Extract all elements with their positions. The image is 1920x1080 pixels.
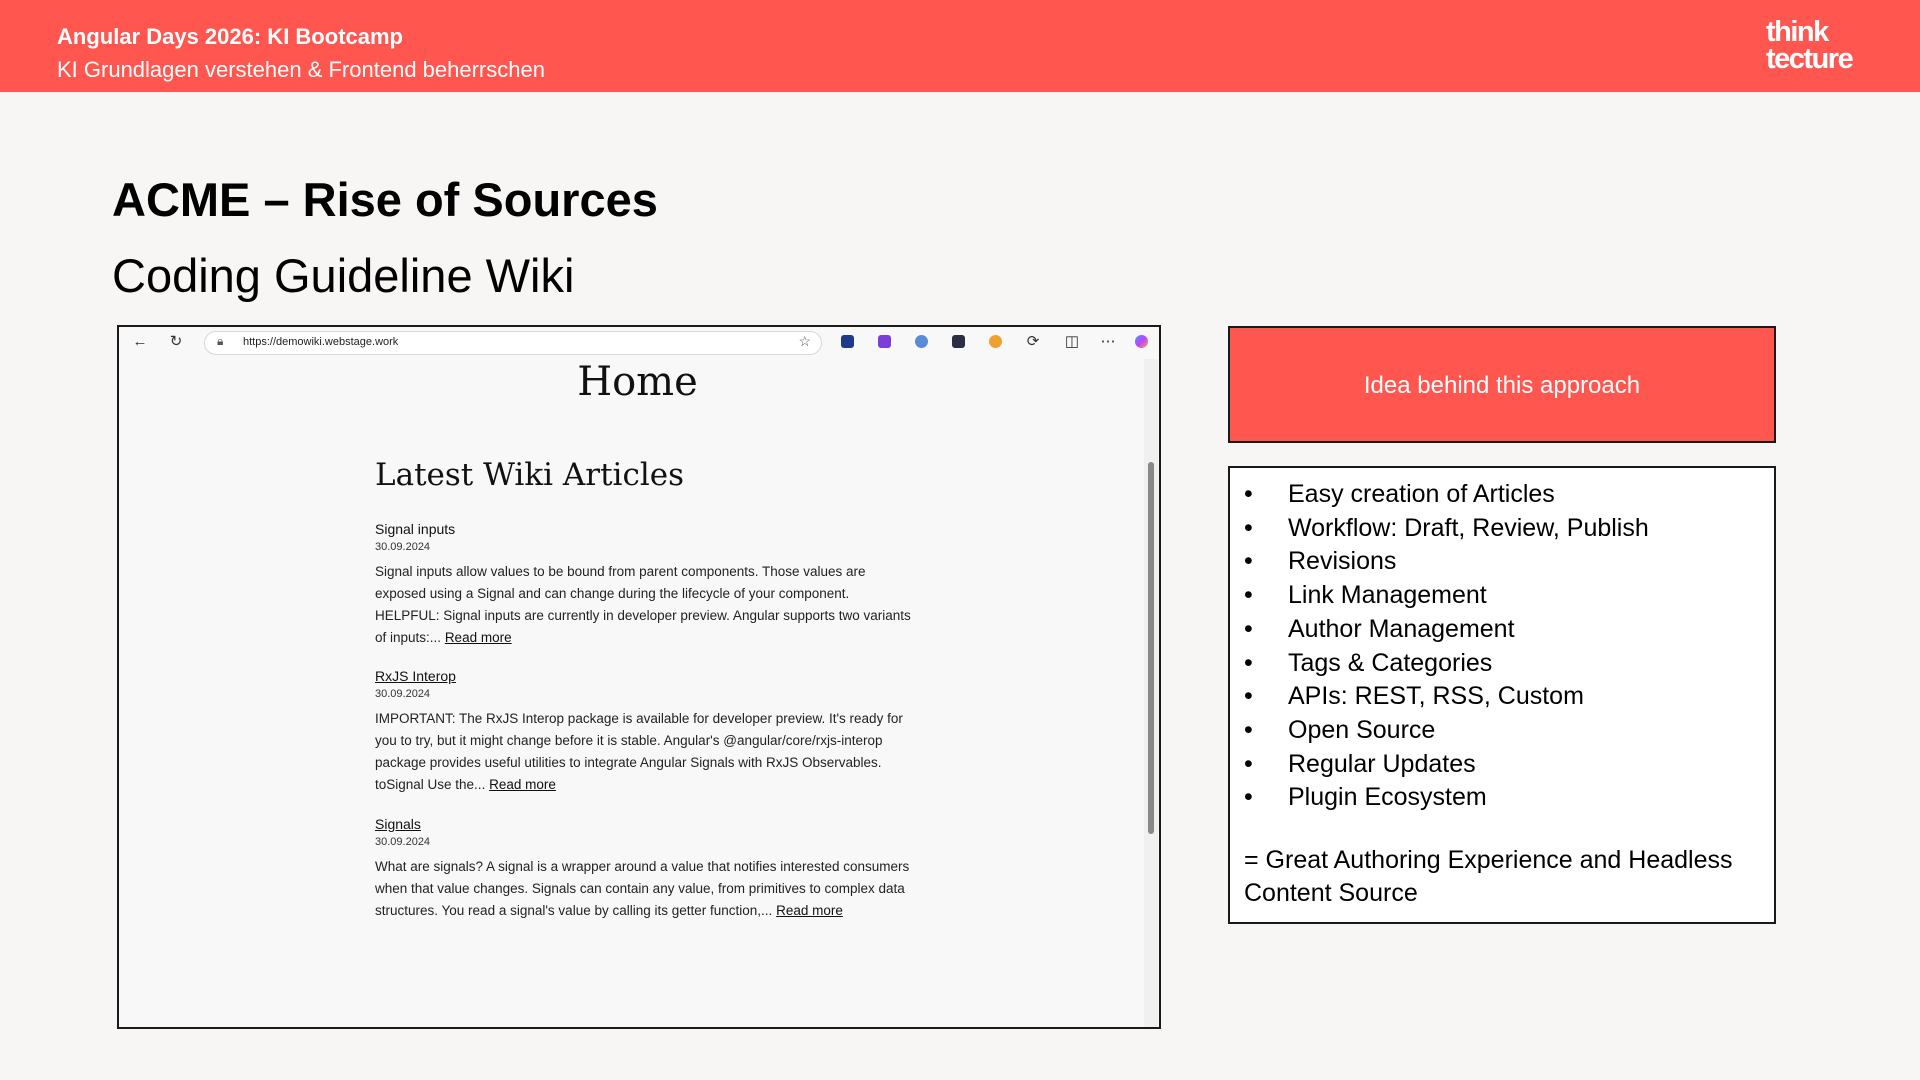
extension-icon[interactable] xyxy=(952,335,965,348)
page-content xyxy=(122,359,1153,1027)
event-subtitle: KI Grundlagen verstehen & Frontend beherrschen xyxy=(57,57,545,82)
article-date: 30.09.2024 xyxy=(375,836,431,848)
feature-item xyxy=(1244,748,1649,782)
bullet-icon: • xyxy=(1244,581,1253,610)
extension-icon[interactable] xyxy=(915,335,928,348)
feature-item xyxy=(1244,647,1649,681)
split-screen-icon[interactable]: ◫ xyxy=(1064,333,1080,350)
feature-text: Tags & Categories xyxy=(1288,648,1493,677)
feature-text: APIs: REST, RSS, Custom xyxy=(1288,682,1584,711)
feature-item xyxy=(1244,680,1649,714)
bullet-icon: • xyxy=(1244,547,1253,576)
extension-icon[interactable] xyxy=(841,335,854,348)
article-excerpt xyxy=(375,856,915,922)
feature-item xyxy=(1244,714,1649,748)
copilot-icon[interactable] xyxy=(1135,335,1148,348)
bullet-icon: • xyxy=(1244,648,1253,677)
article-date: 30.09.2024 xyxy=(375,541,431,553)
feature-item xyxy=(1244,781,1649,815)
scrollbar-thumb[interactable] xyxy=(1148,462,1154,834)
event-title: Angular Days 2026: KI Bootcamp xyxy=(57,24,403,49)
browser-toolbar xyxy=(119,327,1159,359)
feature-text: Link Management xyxy=(1288,581,1487,610)
logo-line-1: think xyxy=(1766,16,1828,48)
browser-screenshot xyxy=(117,325,1161,1029)
slide-subtitle: Coding Guideline Wiki xyxy=(112,249,575,302)
read-more-link[interactable]: Read more xyxy=(444,630,512,645)
feature-text: Workflow: Draft, Review, Publish xyxy=(1288,513,1649,542)
article-title[interactable]: RxJS Interop xyxy=(375,668,456,684)
logo-line-2: tecture xyxy=(1766,43,1853,75)
bullet-icon: • xyxy=(1244,749,1253,778)
thinktecture-logo xyxy=(1766,16,1856,75)
refresh-extension-icon[interactable]: ⟳ xyxy=(1026,333,1040,350)
bullet-icon: • xyxy=(1244,682,1253,711)
article-excerpt xyxy=(375,708,915,796)
feature-item xyxy=(1244,545,1649,579)
bullet-icon: • xyxy=(1244,783,1253,812)
article-excerpt-text: Signal inputs allow values to be bound from parent components. Those values are exposed using a Signal and can change during the lifecycle of your component. HELPFUL: Signal inputs are currently in developer preview. Angular supports two variants of inputs:... xyxy=(375,564,911,645)
read-more-link[interactable]: Read more xyxy=(489,777,556,792)
lock-icon: 🔒︎ xyxy=(217,334,224,348)
reload-icon[interactable]: ↻ xyxy=(169,333,183,350)
article-excerpt xyxy=(375,561,915,649)
page-heading: Home xyxy=(577,359,698,405)
extension-icon[interactable] xyxy=(989,335,1002,348)
feature-text: Open Source xyxy=(1288,715,1436,744)
read-more-link[interactable]: Read more xyxy=(776,903,843,918)
bullet-icon: • xyxy=(1244,715,1253,744)
more-options-icon[interactable]: ⋯ xyxy=(1100,333,1116,350)
article-title[interactable]: Signal inputs xyxy=(375,521,456,537)
feature-text: Plugin Ecosystem xyxy=(1288,783,1487,812)
feature-item xyxy=(1244,613,1649,647)
header-bar xyxy=(0,0,1920,92)
favorite-star-icon[interactable]: ☆ xyxy=(798,333,811,349)
article-date: 30.09.2024 xyxy=(375,688,431,700)
idea-callout xyxy=(1228,326,1776,443)
feature-text: Easy creation of Articles xyxy=(1288,480,1555,508)
article-item xyxy=(375,521,915,649)
feature-item xyxy=(1244,579,1649,613)
idea-label: Idea behind this approach xyxy=(1363,372,1641,399)
bullet-icon: • xyxy=(1244,513,1253,542)
feature-text: Regular Updates xyxy=(1288,749,1476,778)
extension-icon[interactable] xyxy=(878,335,891,348)
article-item xyxy=(375,668,915,796)
article-excerpt-text: What are signals? A signal is a wrapper around a value that notifies interested consumers when that value changes. Signals can contain any value, from primitives to complex data structures. You read a signal's value by calling its getter function,... xyxy=(375,859,910,918)
feature-list xyxy=(1244,478,1649,815)
url-text: https://demowiki.webstage.work xyxy=(243,336,399,348)
feature-item xyxy=(1244,512,1649,546)
summary-text: = Great Authoring Experience and Headless Content Source xyxy=(1244,846,1733,907)
bullet-icon: • xyxy=(1244,480,1253,508)
bullet-icon: • xyxy=(1244,614,1253,643)
feature-item xyxy=(1244,478,1649,512)
article-excerpt-text: IMPORTANT: The RxJS Interop package is available for developer preview. It's ready for you to try, but it might change before it is stable. Angular's @angular/core/rxjs-interop package provides useful utilities to integrate Angular Signals with RxJS Observables. toSignal Use the... xyxy=(375,711,903,792)
article-title[interactable]: Signals xyxy=(375,816,421,832)
feature-text: Revisions xyxy=(1288,547,1397,576)
section-heading: Latest Wiki Articles xyxy=(375,457,684,493)
feature-text: Author Management xyxy=(1288,614,1515,643)
slide-title: ACME – Rise of Sources xyxy=(112,173,658,226)
features-box xyxy=(1228,466,1776,924)
address-bar[interactable] xyxy=(204,331,822,355)
article-item xyxy=(375,816,915,922)
back-icon[interactable]: ← xyxy=(132,333,148,350)
